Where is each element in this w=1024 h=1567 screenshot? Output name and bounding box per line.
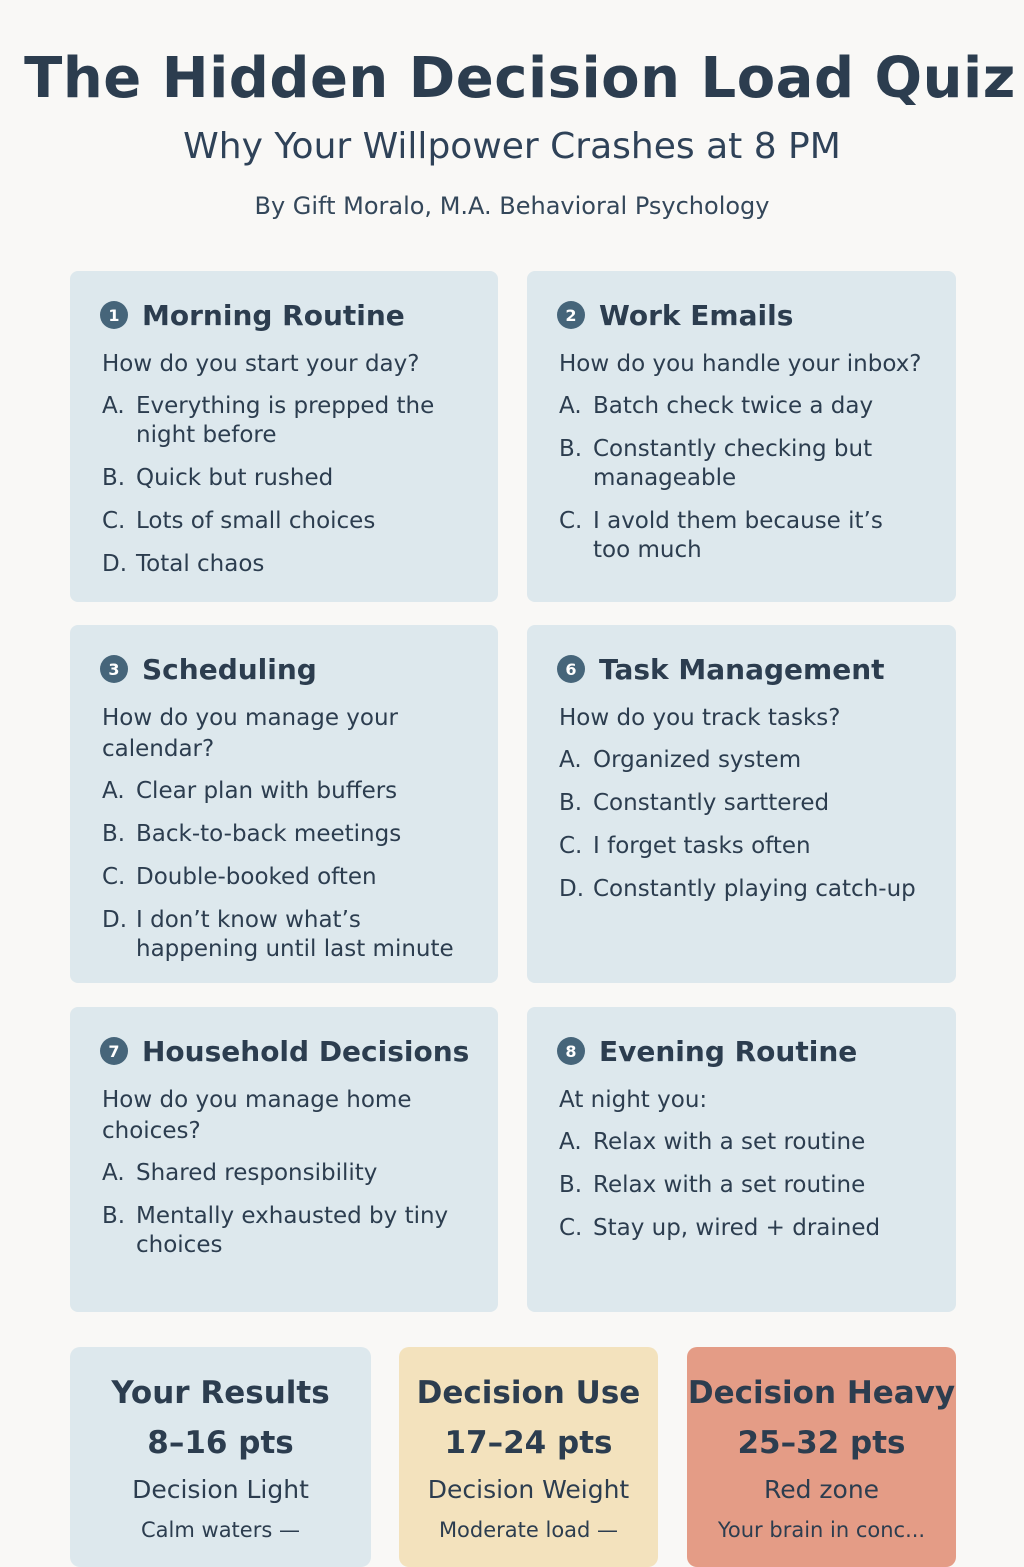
answer-option[interactable] [100, 1202, 468, 1260]
answer-option[interactable] [100, 863, 468, 892]
option-letter: B. [102, 821, 126, 847]
result-description: Moderate load — [438, 1518, 619, 1542]
option-text: Batch check twice a day [593, 393, 874, 419]
card-title: Evening Routine [599, 1034, 858, 1068]
byline: By Gift Moralo, M.A. Behavioral Psychology [254, 192, 770, 220]
answer-option[interactable] [557, 392, 926, 421]
number-badge: 1 [100, 301, 128, 329]
answer-option[interactable] [100, 1159, 468, 1188]
option-text: Relax with a set routine [593, 1172, 866, 1198]
option-text: Shared responsibility [136, 1160, 378, 1186]
option-letter: C. [559, 508, 583, 534]
question-text: How do you handle your inbox? [559, 351, 922, 377]
option-letter: B. [102, 465, 126, 491]
answer-option[interactable] [557, 832, 926, 861]
option-text: Constantly sarttered [593, 790, 830, 816]
question-text: How do you manage your calendar? [102, 705, 398, 762]
option-letter: A. [559, 393, 582, 419]
result-card-use [399, 1347, 658, 1567]
answer-option[interactable] [557, 746, 926, 775]
question-card-household-decisions [70, 1007, 498, 1312]
page-subtitle: Why Your Willpower Crashes at 8 PM [183, 126, 841, 167]
option-text: Clear plan with buffers [136, 778, 398, 804]
number-badge: 3 [100, 655, 128, 683]
option-text: Back-to-back meetings [136, 821, 402, 847]
option-letter: C. [559, 1215, 583, 1241]
card-title: Task Management [599, 652, 885, 686]
card-title: Morning Routine [142, 298, 405, 332]
option-letter: D. [559, 876, 585, 902]
option-text: Constantly checking but manageable [593, 436, 873, 491]
option-letter: C. [559, 833, 583, 859]
result-title: Decision Heavy [687, 1375, 956, 1411]
result-label: Decision Weight [427, 1475, 630, 1504]
option-text: I avold them because it’s too much [593, 508, 883, 563]
card-title: Scheduling [142, 652, 317, 686]
option-letter: B. [102, 1203, 126, 1229]
option-text: Constantly playing catch-up [593, 876, 916, 902]
option-text: I don’t know what’s happening until last minute [136, 907, 454, 962]
answer-option[interactable] [557, 1214, 926, 1243]
option-letter: C. [102, 508, 126, 534]
option-text: Mentally exhausted by tiny choices [136, 1203, 449, 1258]
answer-option[interactable] [557, 875, 926, 904]
question-text: How do you start your day? [102, 351, 420, 377]
answer-option[interactable] [557, 1128, 926, 1157]
card-title: Work Emails [599, 298, 794, 332]
question-card-morning-routine [70, 271, 498, 602]
option-letter: B. [559, 1172, 583, 1198]
answer-option[interactable] [100, 906, 468, 964]
option-letter: C. [102, 864, 126, 890]
number-badge: 7 [100, 1037, 128, 1065]
option-letter: A. [559, 747, 582, 773]
option-letter: A. [559, 1129, 582, 1155]
number-badge: 6 [557, 655, 585, 683]
card-title: Household Decisions [142, 1034, 470, 1068]
question-card-scheduling [70, 625, 498, 983]
answer-option[interactable] [100, 550, 468, 579]
option-letter: A. [102, 1160, 125, 1186]
option-text: Stay up, wired + drained [593, 1215, 881, 1241]
result-range: 25–32 pts [737, 1425, 906, 1461]
result-range: 17–24 pts [444, 1425, 613, 1461]
result-description: Calm waters — [141, 1518, 300, 1542]
result-title: Decision Use [416, 1375, 641, 1411]
answer-option[interactable] [100, 507, 468, 536]
option-letter: D. [102, 907, 128, 933]
option-letter: B. [559, 790, 583, 816]
option-letter: D. [102, 551, 128, 577]
answer-option[interactable] [100, 820, 468, 849]
answer-option[interactable] [557, 507, 926, 565]
question-card-work-emails [527, 271, 956, 602]
answer-option[interactable] [557, 789, 926, 818]
answer-option[interactable] [100, 392, 468, 450]
result-label: Red zone [763, 1475, 880, 1504]
option-text: Double-booked often [136, 864, 377, 890]
answer-option[interactable] [100, 777, 468, 806]
result-card-heavy [687, 1347, 956, 1567]
result-description: Your brain in conc... [717, 1518, 926, 1542]
question-card-evening-routine [527, 1007, 956, 1312]
option-letter: B. [559, 436, 583, 462]
number-badge: 2 [557, 301, 585, 329]
option-letter: A. [102, 778, 125, 804]
answer-option[interactable] [100, 464, 468, 493]
option-text: Total chaos [136, 551, 265, 577]
option-text: Organized system [593, 747, 802, 773]
result-title: Your Results [111, 1375, 330, 1411]
option-text: Quick but rushed [136, 465, 334, 491]
question-card-task-management [527, 625, 956, 983]
option-text: Lots of small choices [136, 508, 376, 534]
option-text: Everything is prepped the night before [136, 393, 435, 448]
option-letter: A. [102, 393, 125, 419]
result-card-light [70, 1347, 371, 1567]
answer-option[interactable] [557, 435, 926, 493]
number-badge: 8 [557, 1037, 585, 1065]
question-text: How do you manage home choices? [102, 1087, 412, 1144]
question-text: How do you track tasks? [559, 705, 841, 731]
option-text: Relax with a set routine [593, 1129, 866, 1155]
answer-option[interactable] [557, 1171, 926, 1200]
option-text: I forget tasks often [593, 833, 811, 859]
result-label: Decision Light [132, 1475, 309, 1504]
page-title: The Hidden Decision Load Quiz [24, 46, 1016, 111]
result-range: 8–16 pts [147, 1425, 294, 1461]
question-text: At night you: [559, 1087, 708, 1113]
